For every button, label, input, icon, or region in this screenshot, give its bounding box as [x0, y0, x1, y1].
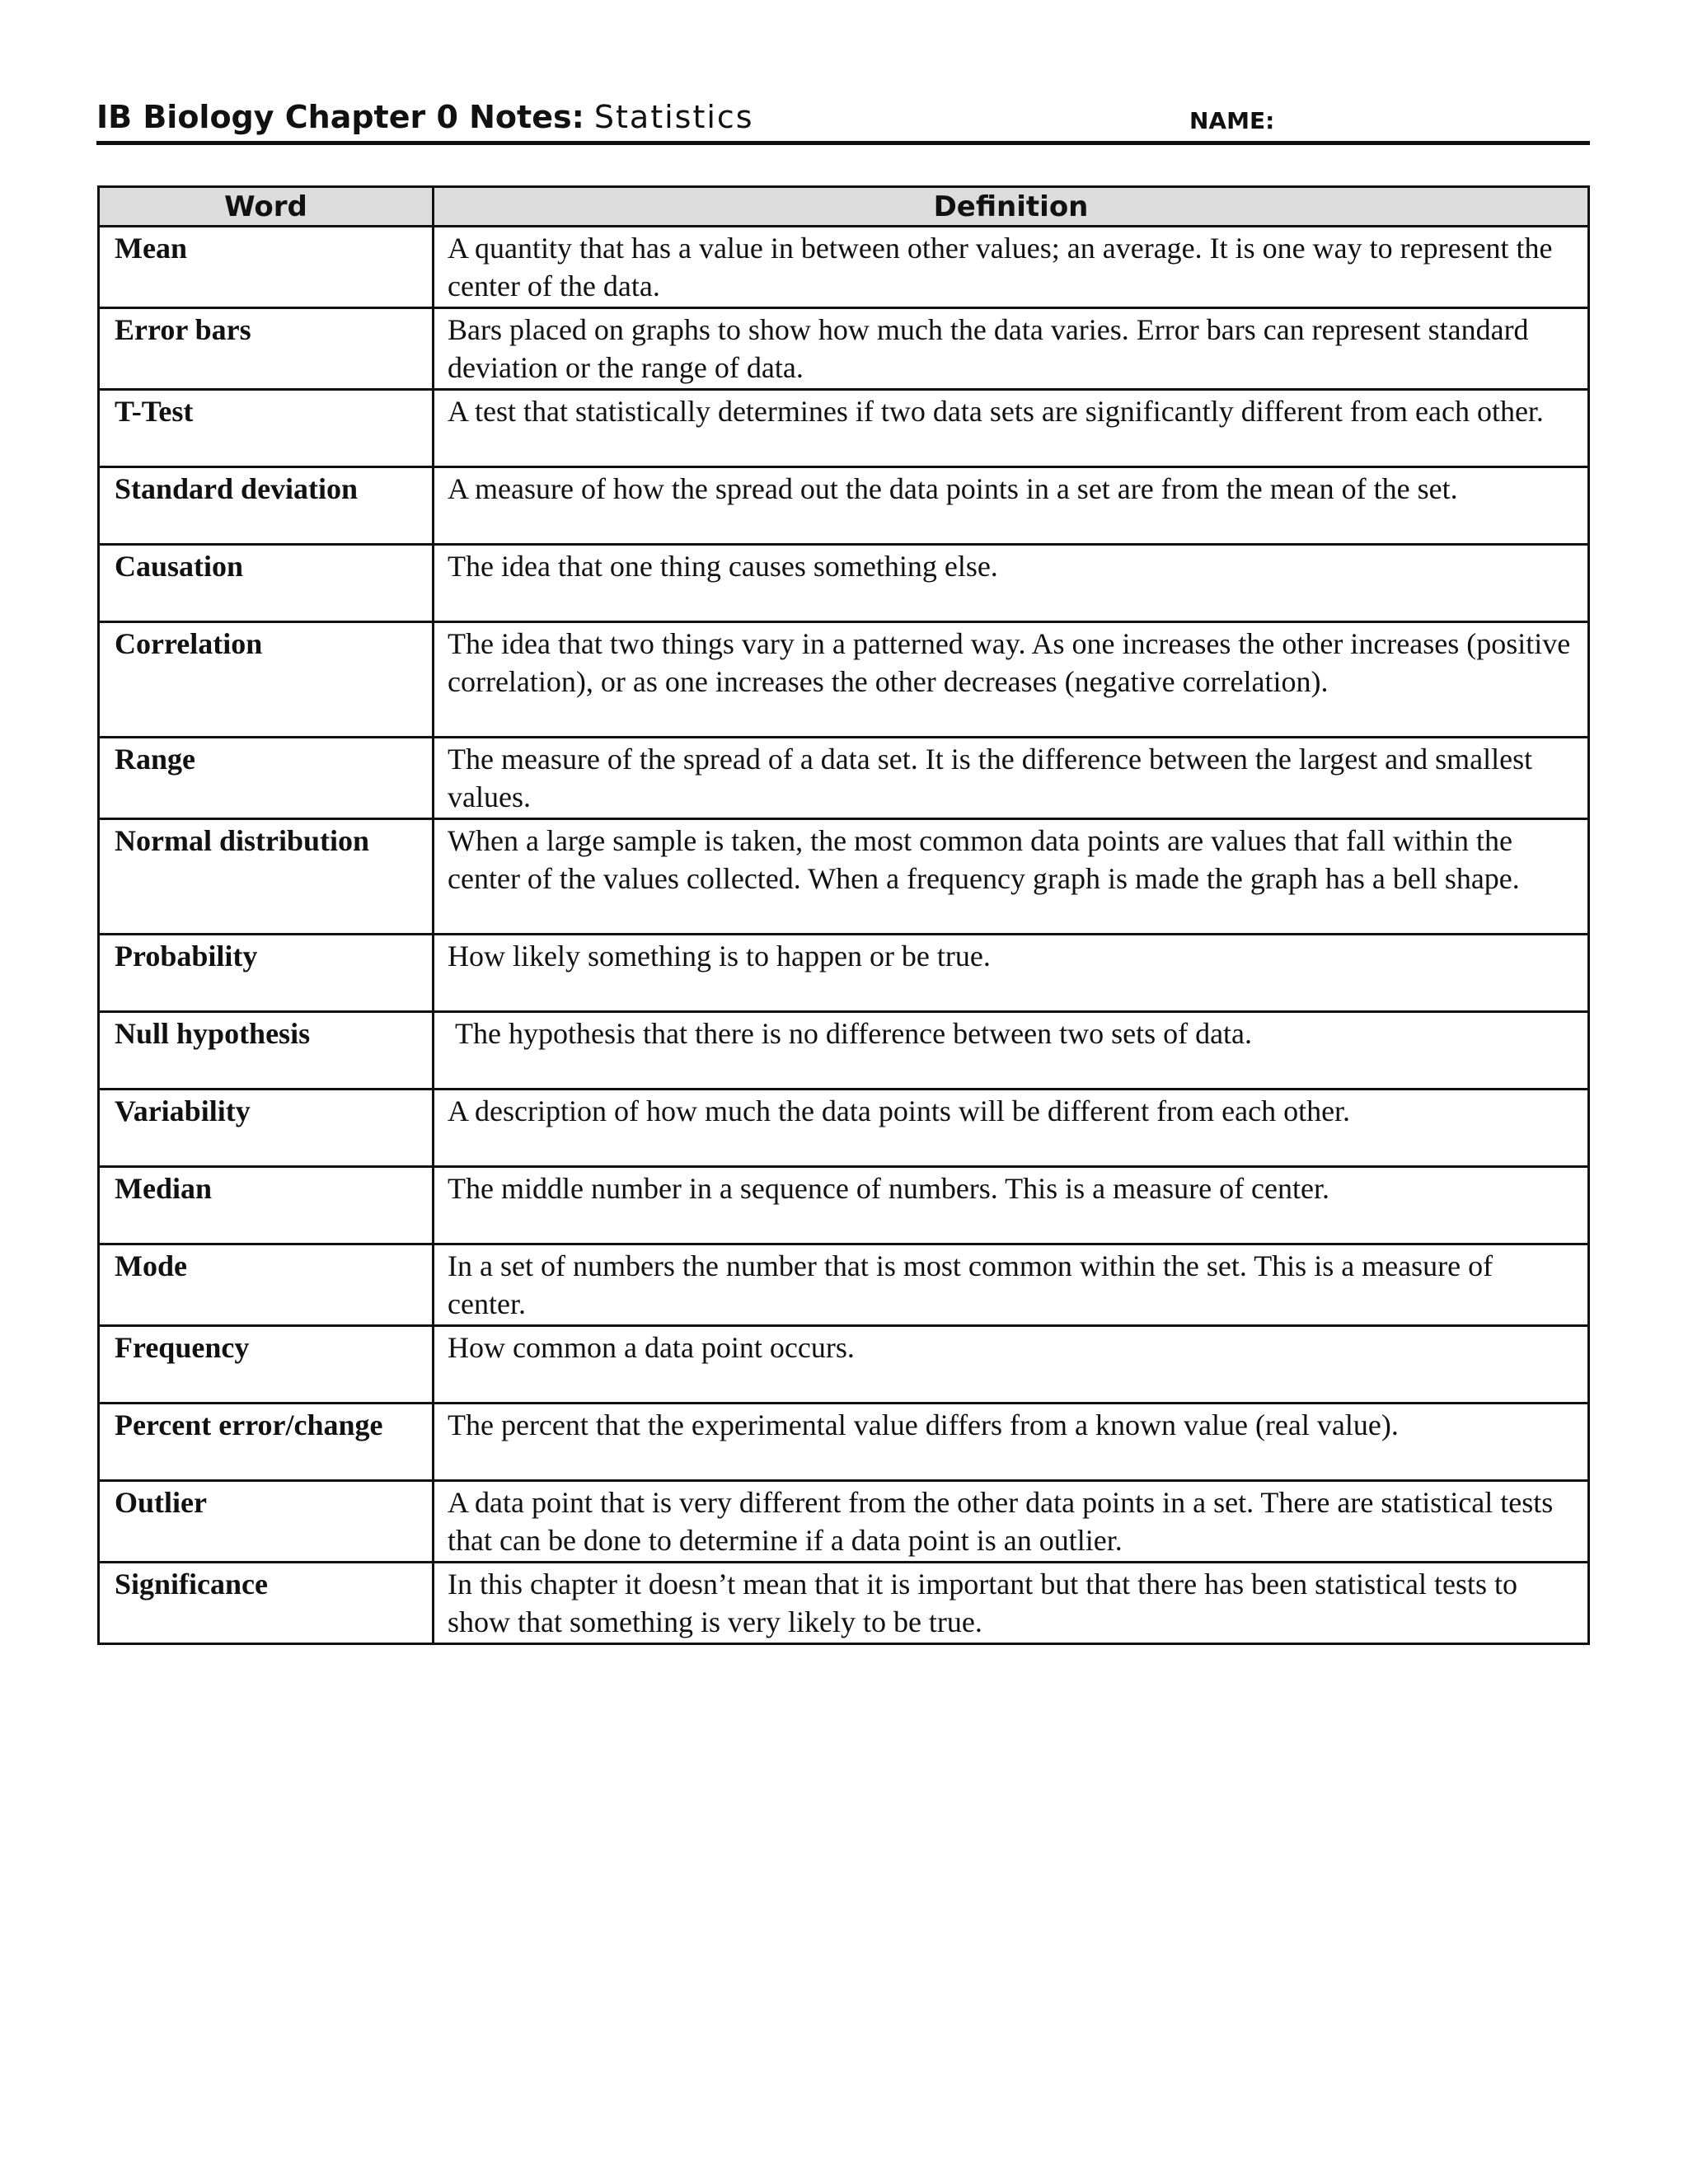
- term-cell: Causation: [99, 545, 434, 622]
- column-header-definition: Definition: [434, 187, 1589, 227]
- page-title: [96, 99, 754, 135]
- term-cell: Frequency: [99, 1326, 434, 1404]
- term-cell: Significance: [99, 1563, 434, 1644]
- table-header-row: [99, 187, 1589, 227]
- vocabulary-table: [97, 185, 1590, 1645]
- term-cell: Outlier: [99, 1481, 434, 1563]
- definition-cell: The measure of the spread of a data set. It is the difference between the largest and smallest values.: [434, 738, 1589, 819]
- definition-cell: A measure of how the spread out the data points in a set are from the mean of the set.: [434, 467, 1589, 545]
- name-label: NAME:: [1189, 107, 1275, 134]
- term-cell: Median: [99, 1167, 434, 1244]
- term-cell: Normal distribution: [99, 819, 434, 935]
- table-row: [99, 1404, 1589, 1481]
- definition-cell: The idea that one thing causes something else.: [434, 545, 1589, 622]
- table-row: [99, 390, 1589, 467]
- table-row: [99, 1326, 1589, 1404]
- title-course: IB Biology Chapter 0 Notes:: [96, 99, 584, 135]
- term-cell: Correlation: [99, 622, 434, 738]
- page-header: [96, 97, 1590, 145]
- term-cell: Standard deviation: [99, 467, 434, 545]
- column-header-word: Word: [99, 187, 434, 227]
- definition-cell: A description of how much the data points will be different from each other.: [434, 1090, 1589, 1167]
- table-row: [99, 1244, 1589, 1326]
- term-cell: Range: [99, 738, 434, 819]
- table-row: [99, 935, 1589, 1012]
- table-row: [99, 819, 1589, 935]
- definition-cell: The idea that two things vary in a patterned way. As one increases the other increases (positive correlation), or as one increases the other decreases (negative correlation).: [434, 622, 1589, 738]
- definition-cell: In this chapter it doesn’t mean that it is important but that there has been statistical tests to show that something is very likely to be true.: [434, 1563, 1589, 1644]
- table-row: [99, 622, 1589, 738]
- term-cell: Mean: [99, 227, 434, 308]
- table-row: [99, 545, 1589, 622]
- definition-cell: A data point that is very different from the other data points in a set. There are statistical tests that can be done to determine if a data point is an outlier.: [434, 1481, 1589, 1563]
- definition-cell: A test that statistically determines if two data sets are significantly different from each other.: [434, 390, 1589, 467]
- definition-cell: How likely something is to happen or be true.: [434, 935, 1589, 1012]
- table-row: [99, 1090, 1589, 1167]
- definition-cell: The middle number in a sequence of numbers. This is a measure of center.: [434, 1167, 1589, 1244]
- definition-cell: A quantity that has a value in between other values; an average. It is one way to represent the center of the data.: [434, 227, 1589, 308]
- table-row: [99, 1481, 1589, 1563]
- term-cell: Variability: [99, 1090, 434, 1167]
- table-row: [99, 308, 1589, 390]
- title-topic: Statistics: [593, 99, 754, 135]
- table-row: [99, 467, 1589, 545]
- term-cell: Mode: [99, 1244, 434, 1326]
- table-row: [99, 738, 1589, 819]
- definition-cell: In a set of numbers the number that is most common within the set. This is a measure of center.: [434, 1244, 1589, 1326]
- table-row: [99, 1167, 1589, 1244]
- term-cell: Percent error/change: [99, 1404, 434, 1481]
- term-cell: T-Test: [99, 390, 434, 467]
- definition-cell: How common a data point occurs.: [434, 1326, 1589, 1404]
- definition-cell: The hypothesis that there is no difference between two sets of data.: [434, 1012, 1589, 1090]
- term-cell: Null hypothesis: [99, 1012, 434, 1090]
- term-cell: Error bars: [99, 308, 434, 390]
- term-cell: Probability: [99, 935, 434, 1012]
- definition-cell: When a large sample is taken, the most common data points are values that fall within the center of the values collected. When a frequency graph is made the graph has a bell shape.: [434, 819, 1589, 935]
- table-row: [99, 227, 1589, 308]
- definition-cell: Bars placed on graphs to show how much the data varies. Error bars can represent standard deviation or the range of data.: [434, 308, 1589, 390]
- definition-cell: The percent that the experimental value differs from a known value (real value).: [434, 1404, 1589, 1481]
- table-row: [99, 1012, 1589, 1090]
- table-row: [99, 1563, 1589, 1644]
